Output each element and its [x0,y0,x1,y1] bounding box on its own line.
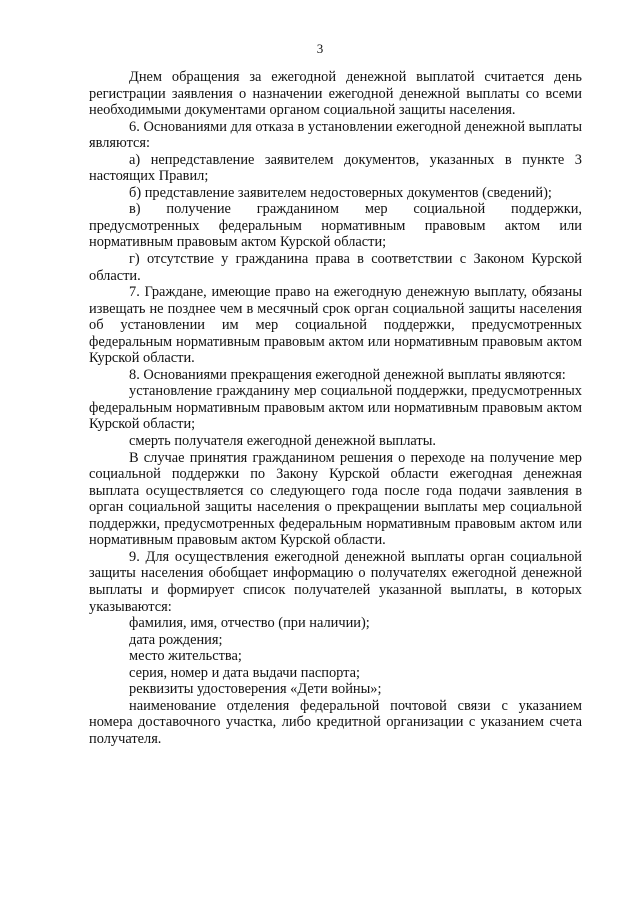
list-item-full-name: фамилия, имя, отчество (при наличии); [129,615,370,632]
list-item-death: смерть получателя ежегодной денежной выплаты. [129,433,436,450]
list-item-establishment: установление гражданину мер социальной поддержки, предусмотренных федеральным нормативным правовым актом или нормативным правовым актом Курской области; [89,383,582,433]
paragraph-transition-case: В случае принятия гражданином решения о переходе на получение мер социальной поддержки по Закону Курской области ежегодная денежная выплата осуществляется со следующего года после года подачи заявления в орган социальной защиты населения о прекращении выплаты мер социальной поддержки, предусмотренных федеральным нормативным правовым актом или нормативным правовым актом Курской области. [89,449,582,549]
list-item-postal-or-bank: наименование отделения федеральной почтовой связи с указанием номера доставочного участка, либо кредитной организации с указанием счета получателя. [89,697,582,747]
paragraph-8-termination-grounds: 8. Основаниями прекращения ежегодной денежной выплаты являются: [129,366,566,383]
list-item-certificate: реквизиты удостоверения «Дети войны»; [129,681,382,698]
list-item-passport: серия, номер и дата выдачи паспорта; [129,664,361,681]
list-item-v: в) получение гражданином мер социальной поддержки, предусмотренных федеральным нормативным правовым актом или нормативным правовым актом Курской области; [89,201,582,251]
list-item-birth-date: дата рождения; [129,631,223,648]
document-body [89,69,582,747]
paragraph-registration-day: Днем обращения за ежегодной денежной выплатой считается день регистрации заявления о назначении ежегодной денежной выплаты со всеми необходимыми документами органом социальной защиты населения. [89,69,582,119]
list-item-a: а) непредставление заявителем документов, указанных в пункте 3 настоящих Правил; [89,151,582,185]
paragraph-7-obligation: 7. Граждане, имеющие право на ежегодную денежную выплату, обязаны извещать не позднее чем в месячный срок орган социальной защиты населения об установлении им мер социальной поддержки, предусмотренных федеральным нормативным правовым актом или нормативным правовым актом Курской области. [89,284,582,367]
list-item-b: б) представление заявителем недостоверных документов (сведений); [129,184,552,201]
list-item-g: г) отсутствие у гражданина права в соответствии с Законом Курской области. [89,251,582,284]
page-number: 3 [316,41,324,56]
paragraph-6-refusal-grounds: 6. Основаниями для отказа в установлении ежегодной денежной выплаты являются: [89,118,582,152]
paragraph-9-recipient-list: 9. Для осуществления ежегодной денежной выплаты орган социальной защиты населения обобщает информацию о получателях ежегодной денежной выплаты и формирует список получателей указанной выплаты, в которых указываются: [89,548,582,615]
list-item-residence: место жительства; [129,648,242,665]
